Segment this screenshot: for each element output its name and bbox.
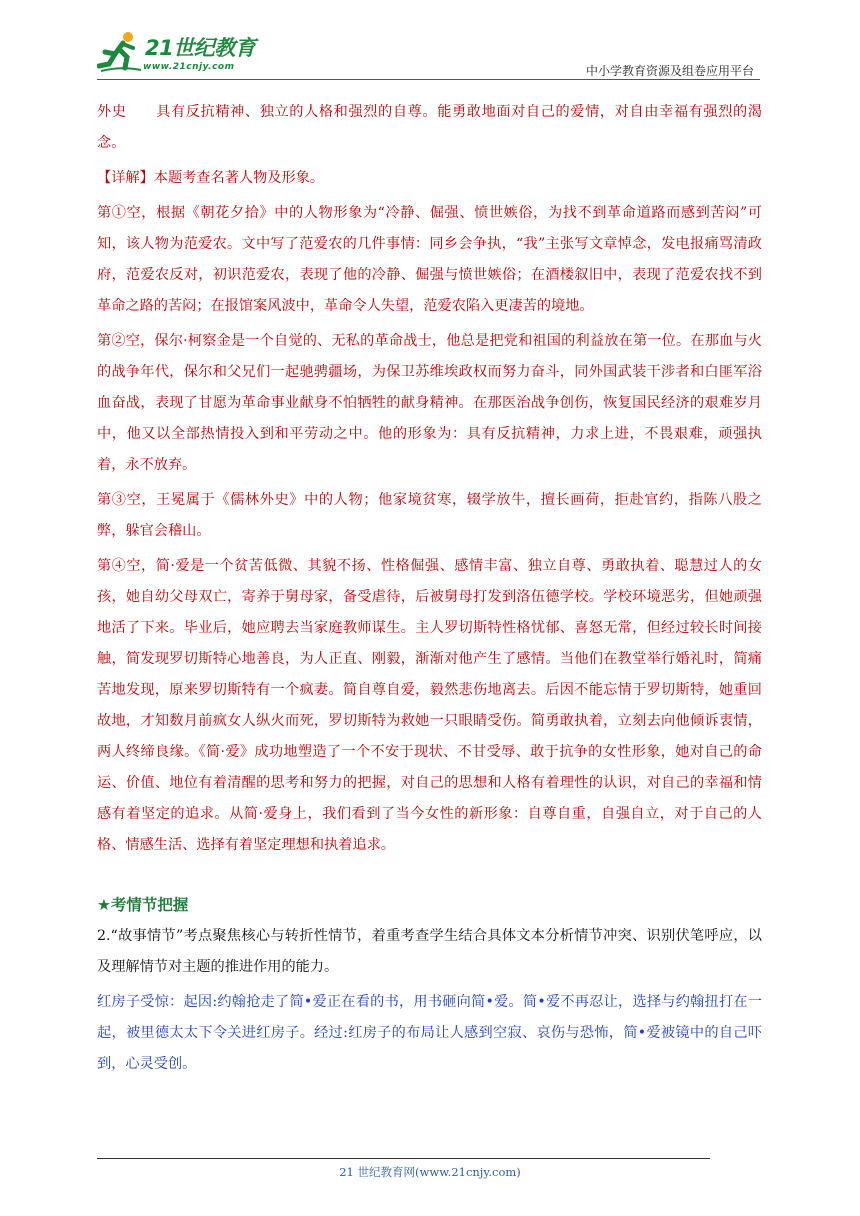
- footer-link[interactable]: 21 世纪教育网(www.21cnjy.com): [339, 1165, 521, 1179]
- document-body: [97, 97, 762, 1080]
- site-logo[interactable]: [97, 30, 297, 76]
- header-divider: [97, 79, 760, 80]
- runner-icon: [97, 30, 143, 74]
- question-2: 2.“故事情节”考点聚焦核心与转折性情节，着重考查学生结合具体文本分析情节冲突、识别伏笔呼应，以及理解情节对主题的推进作用的能力。: [97, 928, 762, 975]
- detail-paragraph-3: 第③空，王冕属于《儒林外史》中的人物；他家境贫寒，辍学放牛，擅长画荷，拒赴官约，指陈八股之弊，躲官会稽山。: [97, 492, 762, 539]
- logo-url: www.21cnjy.com: [143, 62, 235, 72]
- logo-text: 21世纪教育: [145, 36, 256, 60]
- detail-paragraph-2: 第②空，保尔·柯察金是一个自觉的、无私的革命战士，他总是把党和祖国的利益放在第一位。在那血与火的战争年代，保尔和父兄们一起驰骋疆场，为保卫苏维埃政权而努力奋斗，同外国武装干涉者和白匪军浴血奋战，表现了甘愿为革命事业献身不怕牺牲的献身精神。在那医治战争创伤，恢复国民经济的艰难岁月中，他又以全部热情投入到和平劳动之中。他的形象为：具有反抗精神，力求上进，不畏艰难，顽强执着，永不放弃。: [97, 333, 762, 473]
- detail-paragraph-4: 第④空，简·爱是一个贫苦低微、其貌不扬、性格倔强、感情丰富、独立自尊、勇敢执着、聪慧过人的女孩，她自幼父母双亡，寄养于舅母家，备受虐待，后被舅母打发到洛伍德学校。学校环境恶劣，但她顽强地活了下来。毕业后，她应聘去当家庭教师谋生。主人罗切斯特性格忧郁、喜怒无常，但经过较长时间接触，简发现罗切斯特心地善良，为人正直、刚毅，渐渐对他产生了感情。当他们在教堂举行婚礼时，简痛苦地发现，原来罗切斯特有一个疯妻。简自尊自爱，毅然悲伤地离去。后因不能忘情于罗切斯特，她重回故地，才知数月前疯女人纵火而死，罗切斯特为救她一只眼睛受伤。简勇敢执着，立刻去向他倾诉衷情，两人终缔良缘。《简·爱》成功地塑造了一个不安于现状、不甘受辱、敢于抗争的女性形象，她对自己的命运、价值、地位有着清醒的思考和努力的把握，对自己的思想和人格有着理性的认识，对自己的幸福和情感有着坚定的追求。从简·爱身上，我们看到了当今女性的新形象：自尊自重，自强自立，对于自己的人格、情感生活、选择有着坚定理想和执着追求。: [97, 558, 762, 853]
- question-2-answer: 红房子受惊：起因:约翰抢走了简•爱正在看的书，用书砸向简•爱。简•爱不再忍让，选择与约翰扭打在一起，被里德太太下令关进红房子。经过:红房子的布局让人感到空寂、哀伤与恐怖，简•爱被镜中的自己吓到，心灵受创。: [97, 994, 762, 1072]
- section-title: ★考情节把握: [97, 896, 189, 914]
- page-header: [97, 30, 760, 80]
- answer-paragraph-1: 外史 具有反抗精神、独立的人格和强烈的自尊。能勇敢地面对自己的爱情，对自由幸福有强烈的渴念。: [97, 104, 762, 151]
- detail-heading: 【详解】本题考查名著人物及形象。: [97, 170, 325, 186]
- platform-name: 中小学教育资源及组卷应用平台: [585, 64, 754, 78]
- footer-divider: [97, 1158, 710, 1159]
- detail-paragraph-1: 第①空，根据《朝花夕拾》中的人物形象为“冷静、倔强、愤世嫉俗，为找不到革命道路而感到苦闷”可知，该人物为范爱农。文中写了范爱农的几件事情：同乡会争执，“我”主张写文章悼念，发电报痛骂清政府，范爱农反对，初识范爱农，表现了他的冷静、倔强与愤世嫉俗；在酒楼叙旧中，表现了范爱农找不到革命之路的苦闷；在报馆案风波中，革命令人失望，范爱农陷入更凄苦的境地。: [97, 205, 762, 314]
